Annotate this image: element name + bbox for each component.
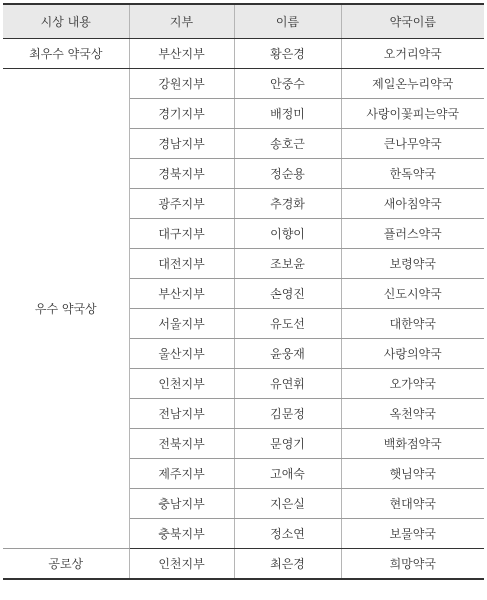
branch-cell: 광주지부: [129, 189, 234, 219]
branch-cell: 충북지부: [129, 519, 234, 549]
name-cell: 김문정: [234, 399, 341, 429]
pharmacy-cell: 보령약국: [341, 249, 484, 279]
name-cell: 정순용: [234, 159, 341, 189]
pharmacy-cell: 한독약국: [341, 159, 484, 189]
table-row: [3, 39, 484, 69]
pharmacy-cell: 햇님약국: [341, 459, 484, 489]
pharmacy-cell: 오거리약국: [341, 39, 484, 69]
pharmacy-cell: 희망약국: [341, 549, 484, 580]
award-category-cell: 공로상: [3, 549, 129, 580]
name-cell: 조보윤: [234, 249, 341, 279]
header-award: 시상 내용: [3, 4, 129, 39]
branch-cell: 인천지부: [129, 549, 234, 580]
name-cell: 지은실: [234, 489, 341, 519]
branch-cell: 대구지부: [129, 219, 234, 249]
name-cell: 문영기: [234, 429, 341, 459]
branch-cell: 전남지부: [129, 399, 234, 429]
pharmacy-cell: 플러스약국: [341, 219, 484, 249]
branch-cell: 경남지부: [129, 129, 234, 159]
pharmacy-cell: 신도시약국: [341, 279, 484, 309]
branch-cell: 경기지부: [129, 99, 234, 129]
name-cell: 손영진: [234, 279, 341, 309]
table-body: [3, 39, 484, 580]
award-category-cell: 우수 약국상: [3, 69, 129, 549]
pharmacy-cell: 제일온누리약국: [341, 69, 484, 99]
pharmacy-cell: 오가약국: [341, 369, 484, 399]
pharmacy-cell: 사랑의약국: [341, 339, 484, 369]
pharmacy-cell: 현대약국: [341, 489, 484, 519]
pharmacy-cell: 백화점약국: [341, 429, 484, 459]
award-table: [3, 3, 484, 580]
branch-cell: 대전지부: [129, 249, 234, 279]
name-cell: 송호근: [234, 129, 341, 159]
name-cell: 황은경: [234, 39, 341, 69]
branch-cell: 충남지부: [129, 489, 234, 519]
header-pharmacy: 약국이름: [341, 4, 484, 39]
name-cell: 배정미: [234, 99, 341, 129]
header-row: [3, 4, 484, 39]
pharmacy-cell: 사랑이꽃피는약국: [341, 99, 484, 129]
table-row: [3, 549, 484, 580]
pharmacy-cell: 대한약국: [341, 309, 484, 339]
table-row: [3, 69, 484, 99]
branch-cell: 경북지부: [129, 159, 234, 189]
name-cell: 안중수: [234, 69, 341, 99]
pharmacy-cell: 큰나무약국: [341, 129, 484, 159]
branch-cell: 부산지부: [129, 39, 234, 69]
name-cell: 이향이: [234, 219, 341, 249]
pharmacy-cell: 보물약국: [341, 519, 484, 549]
branch-cell: 전북지부: [129, 429, 234, 459]
header-branch: 지부: [129, 4, 234, 39]
name-cell: 추경화: [234, 189, 341, 219]
name-cell: 고애숙: [234, 459, 341, 489]
branch-cell: 강원지부: [129, 69, 234, 99]
name-cell: 윤웅재: [234, 339, 341, 369]
pharmacy-cell: 새아침약국: [341, 189, 484, 219]
branch-cell: 울산지부: [129, 339, 234, 369]
award-category-cell: 최우수 약국상: [3, 39, 129, 69]
header-name: 이름: [234, 4, 341, 39]
name-cell: 정소연: [234, 519, 341, 549]
name-cell: 유도선: [234, 309, 341, 339]
pharmacy-cell: 옥천약국: [341, 399, 484, 429]
table-header: [3, 4, 484, 39]
branch-cell: 서울지부: [129, 309, 234, 339]
name-cell: 유연휘: [234, 369, 341, 399]
branch-cell: 부산지부: [129, 279, 234, 309]
branch-cell: 인천지부: [129, 369, 234, 399]
branch-cell: 제주지부: [129, 459, 234, 489]
name-cell: 최은경: [234, 549, 341, 580]
